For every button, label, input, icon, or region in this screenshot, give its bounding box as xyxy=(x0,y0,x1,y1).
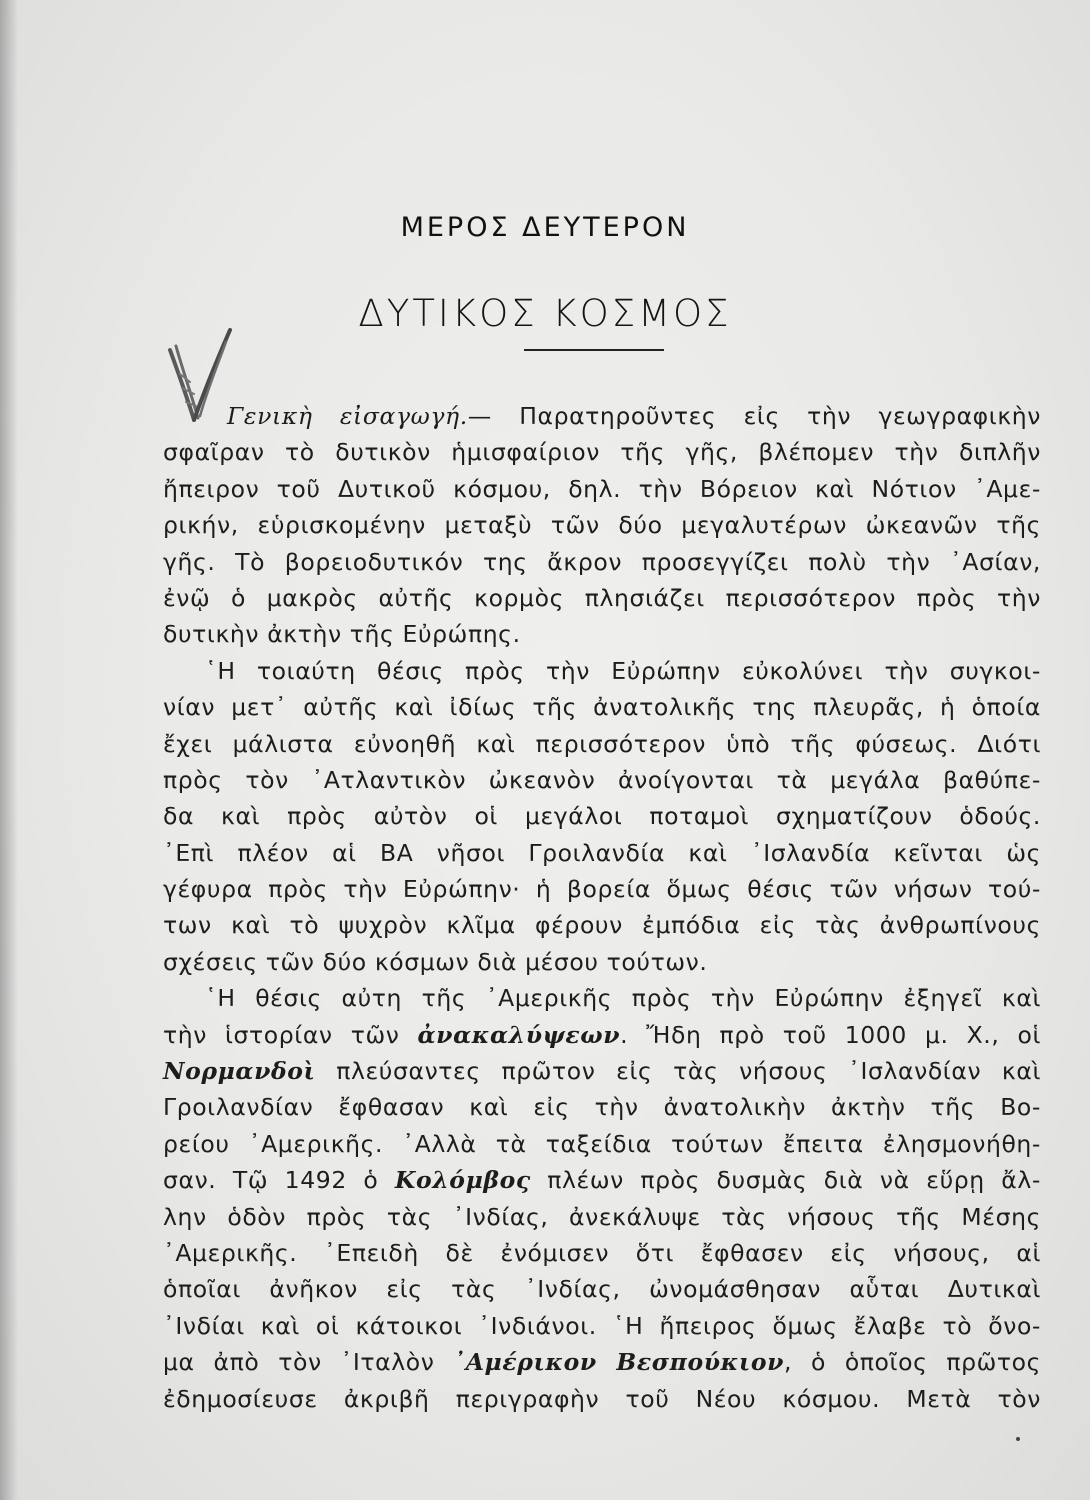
text-segment: λην ὁδὸν πρὸς τὰς ᾿Ινδίας, ἀνεκάλυψε τὰς νήσους τῆς Μέσης xyxy=(163,1202,1041,1231)
text-line xyxy=(163,1344,1041,1380)
text-segment: ὁποῖαι ἀνῆκον εἰς τὰς ᾿Ινδίας, ὠνομάσθησαν αὗται Δυτικαὶ xyxy=(163,1275,1041,1304)
text-segment: ῾Η τοιαύτη θέσις πρὸς τὴν Εὐρώπην εὐκολύνει τὴν συγκοι- xyxy=(205,656,1041,685)
emphasized-term: Κολόμβος xyxy=(394,1166,531,1195)
text-line xyxy=(163,871,1041,907)
text-line xyxy=(163,762,1041,798)
title-divider xyxy=(524,349,664,351)
text-line xyxy=(163,1235,1041,1271)
text-line xyxy=(163,798,1041,834)
text-segment: ῾Η θέσις αὐτη τῆς ᾿Αμερικῆς πρὸς τὴν Εὐρώπην ἐξηγεῖ καὶ xyxy=(205,984,1041,1013)
text-segment: ρείου ᾿Αμερικῆς. ᾿Αλλὰ τὰ ταξείδια τούτων ἔπειτα ἐλησμονήθη- xyxy=(163,1129,1041,1158)
text-line xyxy=(163,689,1041,725)
section-title: ΔΥΤΙΚΟΣ ΚΟΣΜΟΣ xyxy=(358,292,732,335)
text-line xyxy=(163,1089,1041,1125)
text-segment: δα καὶ πρὸς αὐτὸν οἱ μεγάλοι ποταμοὶ σχηματίζουν ὁδούς. xyxy=(163,802,1041,831)
text-segment: ᾿Ινδίαι καὶ οἱ κάτοικοι ᾿Ινδιάνοι. ῾Η ἤπειρος ὅμως ἔλαβε τὸ ὄνο- xyxy=(163,1311,1041,1340)
text-line xyxy=(163,434,1041,470)
text-line xyxy=(163,1381,1041,1417)
text-segment: των καὶ τὸ ψυχρὸν κλῖμα φέρουν ἐμπόδια εἰς τὰς ἀνθρωπίνους xyxy=(163,911,1041,940)
text-segment: σχέσεις τῶν δύο κόσμων διὰ μέσου τούτων. xyxy=(163,947,708,976)
text-line xyxy=(163,907,1041,943)
text-line xyxy=(163,507,1041,543)
text-line xyxy=(163,1017,1041,1053)
text-segment: ᾿Αμερικῆς. ᾿Επειδὴ δὲ ἐνόμισεν ὅτι ἔφθασεν εἰς νήσους, αἱ xyxy=(163,1238,1041,1267)
emphasized-term: Γενικὴ εἰσαγωγή. xyxy=(227,402,468,430)
text-segment: . Ἤδη πρὸ τοῦ 1000 μ. Χ., οἱ xyxy=(620,1020,1042,1049)
text-segment: σφαῖραν τὸ δυτικὸν ἡμισφαίριον τῆς γῆς, βλέπομεν τὴν διπλῆν xyxy=(163,438,1041,467)
text-segment: — Παρατηροῦντες εἰς τὴν γεωγραφικὴν xyxy=(467,402,1042,430)
text-line xyxy=(163,980,1041,1016)
text-segment: πρὸς τὸν ᾿Ατλαντικὸν ὠκεανὸν ἀνοίγονται τὰ μεγάλα βαθύπε- xyxy=(163,765,1041,794)
text-line xyxy=(163,1053,1041,1089)
text-segment: ᾿Επὶ πλέον αἱ ΒΑ νῆσοι Γροιλανδία καὶ ᾿Ισλανδία κεῖνται ὡς xyxy=(163,838,1041,867)
page-speck xyxy=(1016,1437,1020,1441)
text-segment: γέφυρα πρὸς τὴν Εὐρώπην· ἡ βορεία ὅμως θέσις τῶν νήσων τού- xyxy=(163,875,1041,904)
text-line xyxy=(163,544,1041,580)
text-segment: δυτικὴν ἀκτὴν τῆς Εὐρώπης. xyxy=(163,620,521,649)
text-segment: γῆς. Τὸ βορειοδυτικόν της ἄκρον προσεγγίζει πολὺ τὴν ᾿Ασίαν, xyxy=(163,547,1041,576)
text-line xyxy=(163,471,1041,507)
text-segment: ἐδημοσίευσε ἀκριβῆ περιγραφὴν τοῦ Νέου κόσμου. Μετὰ τὸν xyxy=(163,1384,1041,1413)
text-segment: Γροιλανδίαν ἔφθασαν καὶ εἰς τὴν ἀνατολικὴν ἀκτὴν τῆς Βο- xyxy=(163,1093,1041,1122)
text-line xyxy=(163,726,1041,762)
text-segment: , ὁ ὁποῖος πρῶτος xyxy=(784,1348,1041,1377)
text-line xyxy=(163,1308,1041,1344)
text-line xyxy=(163,580,1041,616)
text-segment: πλέων πρὸς δυσμὰς διὰ νὰ εὕρῃ ἄλ- xyxy=(530,1166,1041,1195)
text-segment: τὴν ἱστορίαν τῶν xyxy=(163,1020,418,1049)
text-line xyxy=(163,944,1041,980)
text-line xyxy=(163,1271,1041,1307)
text-line xyxy=(163,1162,1041,1198)
text-line xyxy=(163,1126,1041,1162)
text-segment: σαν. Τῷ 1492 ὁ xyxy=(163,1166,395,1195)
emphasized-term: ᾿Αμέρικον Βεσπούκιον xyxy=(453,1348,785,1377)
text-segment: ἤπειρον τοῦ Δυτικοῦ κόσμου, δηλ. τὴν Βόρειον καὶ Νότιον ᾿Αμε- xyxy=(163,474,1041,503)
text-segment: ρικήν, εὑρισκομένην μεταξὺ τῶν δύο μεγαλυτέρων ὠκεανῶν τῆς xyxy=(163,511,1041,540)
body-text xyxy=(163,398,1041,1417)
text-line xyxy=(163,1199,1041,1235)
text-segment: ἔχει μάλιστα εὐνοηθῆ καὶ περισσότερον ὑπὸ τῆς φύσεως. Διότι xyxy=(163,729,1041,758)
text-line xyxy=(163,835,1041,871)
text-segment: μα ἀπὸ τὸν ᾿Ιταλὸν xyxy=(163,1348,454,1377)
text-segment: ἐνῷ ὁ μακρὸς αὐτῆς κορμὸς πλησιάζει περισσότερον πρὸς τὴν xyxy=(163,583,1041,612)
part-title: ΜΕΡΟΣ ΔΕΥΤΕΡΟΝ xyxy=(400,212,690,243)
text-line xyxy=(163,616,1041,652)
emphasized-term: Νορμανδοὶ xyxy=(163,1057,316,1086)
text-segment: πλεύσαντες πρῶτον εἰς τὰς νήσους ᾿Ισλανδίαν καὶ xyxy=(315,1057,1041,1086)
text-segment: νίαν μετ᾽ αὐτῆς καὶ ἰδίως τῆς ἀνατολικῆς της πλευρᾶς, ἡ ὁποία xyxy=(163,693,1041,722)
emphasized-term: ἀνακαλύψεων xyxy=(417,1020,621,1049)
text-line xyxy=(163,398,1041,434)
text-line xyxy=(163,653,1041,689)
